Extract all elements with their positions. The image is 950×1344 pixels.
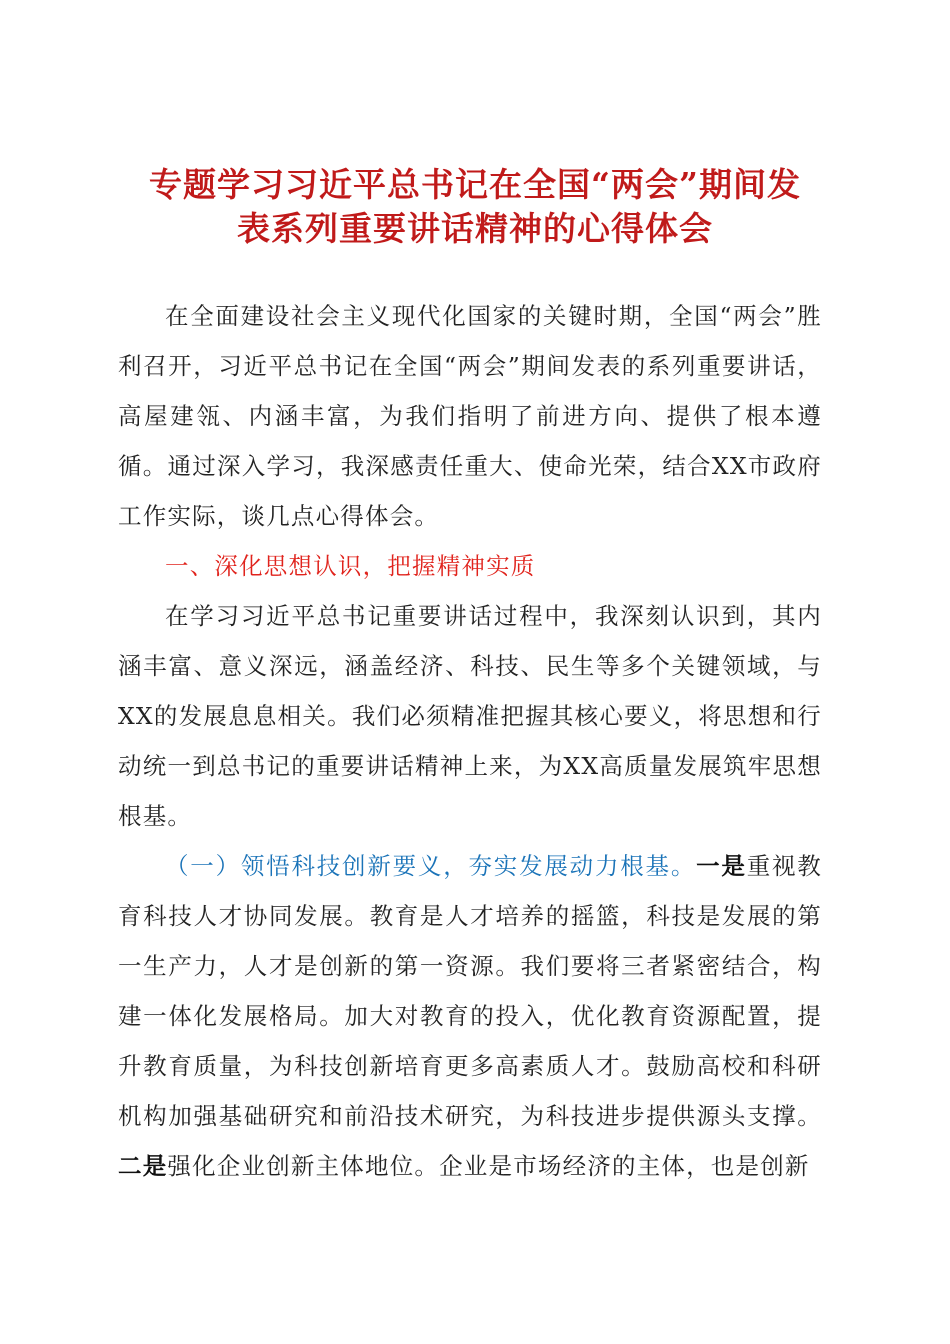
title-line-2: 表系列重要讲话精神的心得体会 [237,209,713,248]
section-1-paragraph: 在学习习近平总书记重要讲话过程中，我深刻认识到，其内涵丰富、意义深远，涵盖经济、科技、民生等多个关键领域，与XX的发展息息相关。我们必须精准把握其核心要义，将思想和行动统一到总书记的重要讲话精神上来，为XX高质量发展筑牢思想根基。 [118,602,822,830]
point-2-text: 强化企业创新主体地位。企业是市场经济的主体，也是创新 [167,1152,810,1180]
point-2-label: 二是 [118,1152,168,1180]
document-body [118,291,822,1191]
subsection-1-paragraph [118,841,822,1191]
subsection-1-heading: （一）领悟科技创新要义，夯实发展动力根基。 [165,852,697,880]
document-title [100,163,850,251]
title-line-1: 专题学习习近平总书记在全国“两会”期间发 [149,165,801,204]
intro-paragraph: 在全面建设社会主义现代化国家的关键时期，全国“两会”胜利召开，习近平总书记在全国“两会”期间发表的系列重要讲话，高屋建瓴、内涵丰富，为我们指明了前进方向、提供了根本遵循。通过深入学习，我深感责任重大、使命光荣，结合XX市政府工作实际，谈几点心得体会。 [118,302,822,530]
point-1-text: 重视教育科技人才协同发展。教育是人才培养的摇篮，科技是发展的第一生产力，人才是创新的第一资源。我们要将三者紧密结合，构建一体化发展格局。加大对教育的投入，优化教育资源配置，提升教育质量，为科技创新培育更多高素质人才。鼓励高校和科研机构加强基础研究和前沿技术研究，为科技进步提供源头支撑。 [118,852,823,1130]
point-1-label: 一是 [696,852,747,880]
section-1-heading: 一、深化思想认识，把握精神实质 [165,552,536,580]
